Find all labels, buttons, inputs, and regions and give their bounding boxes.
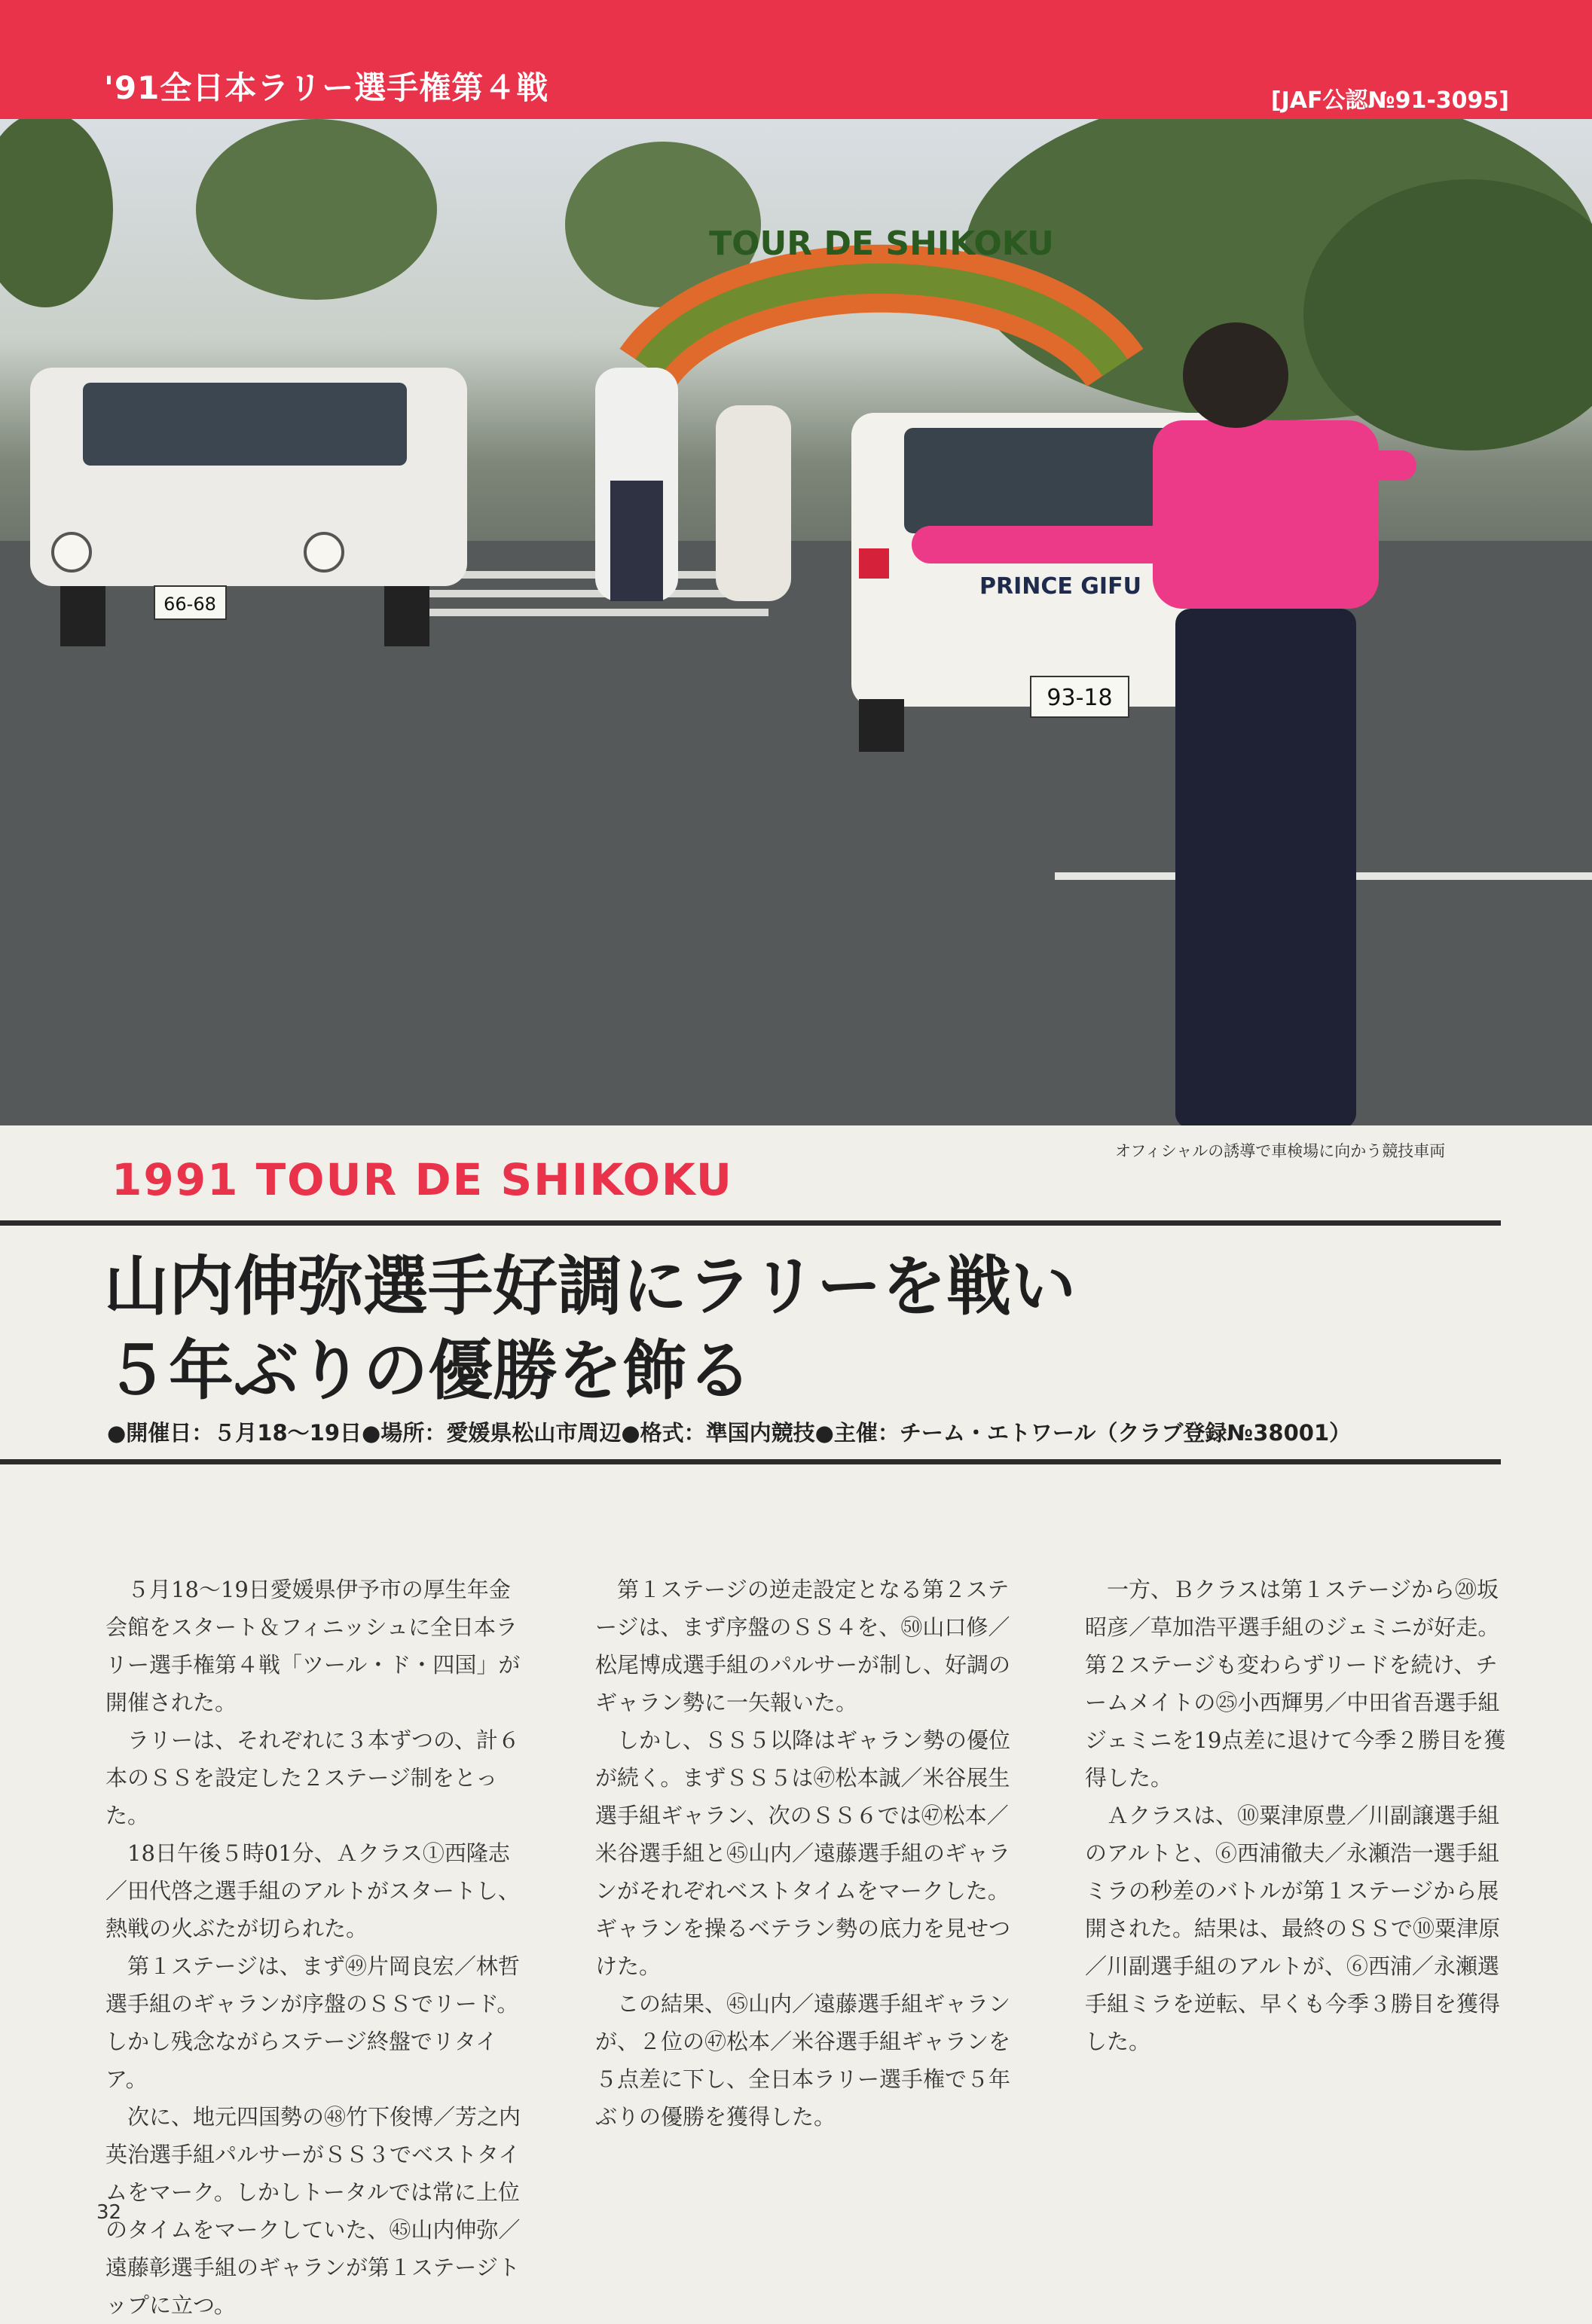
photo-illustration	[0, 119, 1592, 1125]
page-number: 32	[96, 2201, 122, 2224]
series-title: '91全日本ラリー選手権第４戦	[104, 69, 549, 106]
paragraph: この結果、㊺山内／遠藤選手組ギャランが、２位の㊼松本／米谷選手組ギャランを５点差に下し、全日本ラリー選手権で５年ぶりの優勝を獲得した。	[595, 1991, 1011, 2130]
photo-caption: オフィシャルの誘導で車検場に向かう競技車両	[1115, 1142, 1446, 1160]
paragraph: 次に、地元四国勢の㊽竹下俊博／芳之内英治選手組パルサーがＳＳ３でベストタイムをマーク。しかしトータルでは常に上位のタイムをマークしていた、㊺山内伸弥／遠藤彰選手組のギャランが第１ステージトップに立つ。	[105, 2104, 521, 2318]
body-column-2	[595, 1571, 1017, 2136]
paragraph: しかし、ＳＳ５以降はギャラン勢の優位が続く。まずＳＳ５は㊼松本誠／米谷展生選手組ギャラン、次のＳＳ６では㊼松本／米谷選手組と㊺山内／遠藤選手組のギャランがそれぞれベストタイムをマークした。ギャランを操るベテラン勢の底力を見せつけた。	[595, 1727, 1011, 1979]
event-details: ●開催日：５月18〜19日●場所：愛媛県松山市周辺●格式：準国内競技●主催：チーム・エトワール（クラブ登録№38001）	[107, 1420, 1352, 1446]
article-headline	[104, 1244, 1076, 1413]
article-english-title: 1991 TOUR DE SHIKOKU	[112, 1154, 733, 1205]
top-rule	[0, 1220, 1501, 1226]
plate-right-text: 93-18	[1047, 685, 1113, 711]
body-column-1	[105, 1571, 527, 2324]
headline-line-1: 山内伸弥選手好調にラリーを戦い	[104, 1249, 1076, 1324]
body-column-3	[1085, 1571, 1507, 2060]
event-photo	[0, 119, 1592, 1125]
bottom-rule	[0, 1459, 1501, 1464]
plate-left-text: 66-68	[163, 594, 216, 615]
arch-text: TOUR DE SHIKOKU	[709, 224, 1054, 263]
car-decal-text: PRINCE GIFU	[979, 573, 1141, 600]
paragraph: ５月18〜19日愛媛県伊予市の厚生年金会館をスタート＆フィニッシュに全日本ラリー選手権第４戦「ツール・ド・四国」が開催された。	[105, 1577, 521, 1715]
series-header-bar	[0, 0, 1592, 119]
paragraph: 18日午後５時01分、Ａクラス①西隆志／田代啓之選手組のアルトがスタートし、熱戦の火ぶたが切られた。	[105, 1840, 520, 1941]
headline-line-2: ５年ぶりの優勝を飾る	[104, 1333, 752, 1409]
jaf-approval-number: [JAF公認№91-3095]	[1270, 87, 1509, 114]
paragraph: 第１ステージの逆走設定となる第２ステージは、まず序盤のＳＳ４を、㊿山口修／松尾博成選手組のパルサーが制し、好調のギャラン勢に一矢報いた。	[595, 1577, 1011, 1715]
paragraph: 一方、Ｂクラスは第１ステージから⑳坂昭彦／草加浩平選手組のジェミニが好走。第２ステージも変わらずリードを続け、チームメイトの㉕小西輝男／中田省吾選手組ジェミニを19点差に退けて今季２勝目を獲得した。	[1085, 1577, 1506, 1791]
paragraph: 第１ステージは、まず㊾片岡良宏／林哲選手組のギャランが序盤のＳＳでリード。しかし残念ながらステージ終盤でリタイア。	[105, 1953, 520, 2092]
paragraph: Ａクラスは、⑩粟津原豊／川副譲選手組のアルトと、⑥西浦徹夫／永瀬浩一選手組ミラの秒差のバトルが第１ステージから展開された。結果は、最終のＳＳで⑩粟津原／川副選手組のアルトが、⑥西浦／永瀬選手組ミラを逆転、早くも今季３勝目を獲得した。	[1085, 1803, 1501, 2054]
paragraph: ラリーは、それぞれに３本ずつの、計６本のＳＳを設定した２ステージ制をとった。	[105, 1727, 520, 1828]
